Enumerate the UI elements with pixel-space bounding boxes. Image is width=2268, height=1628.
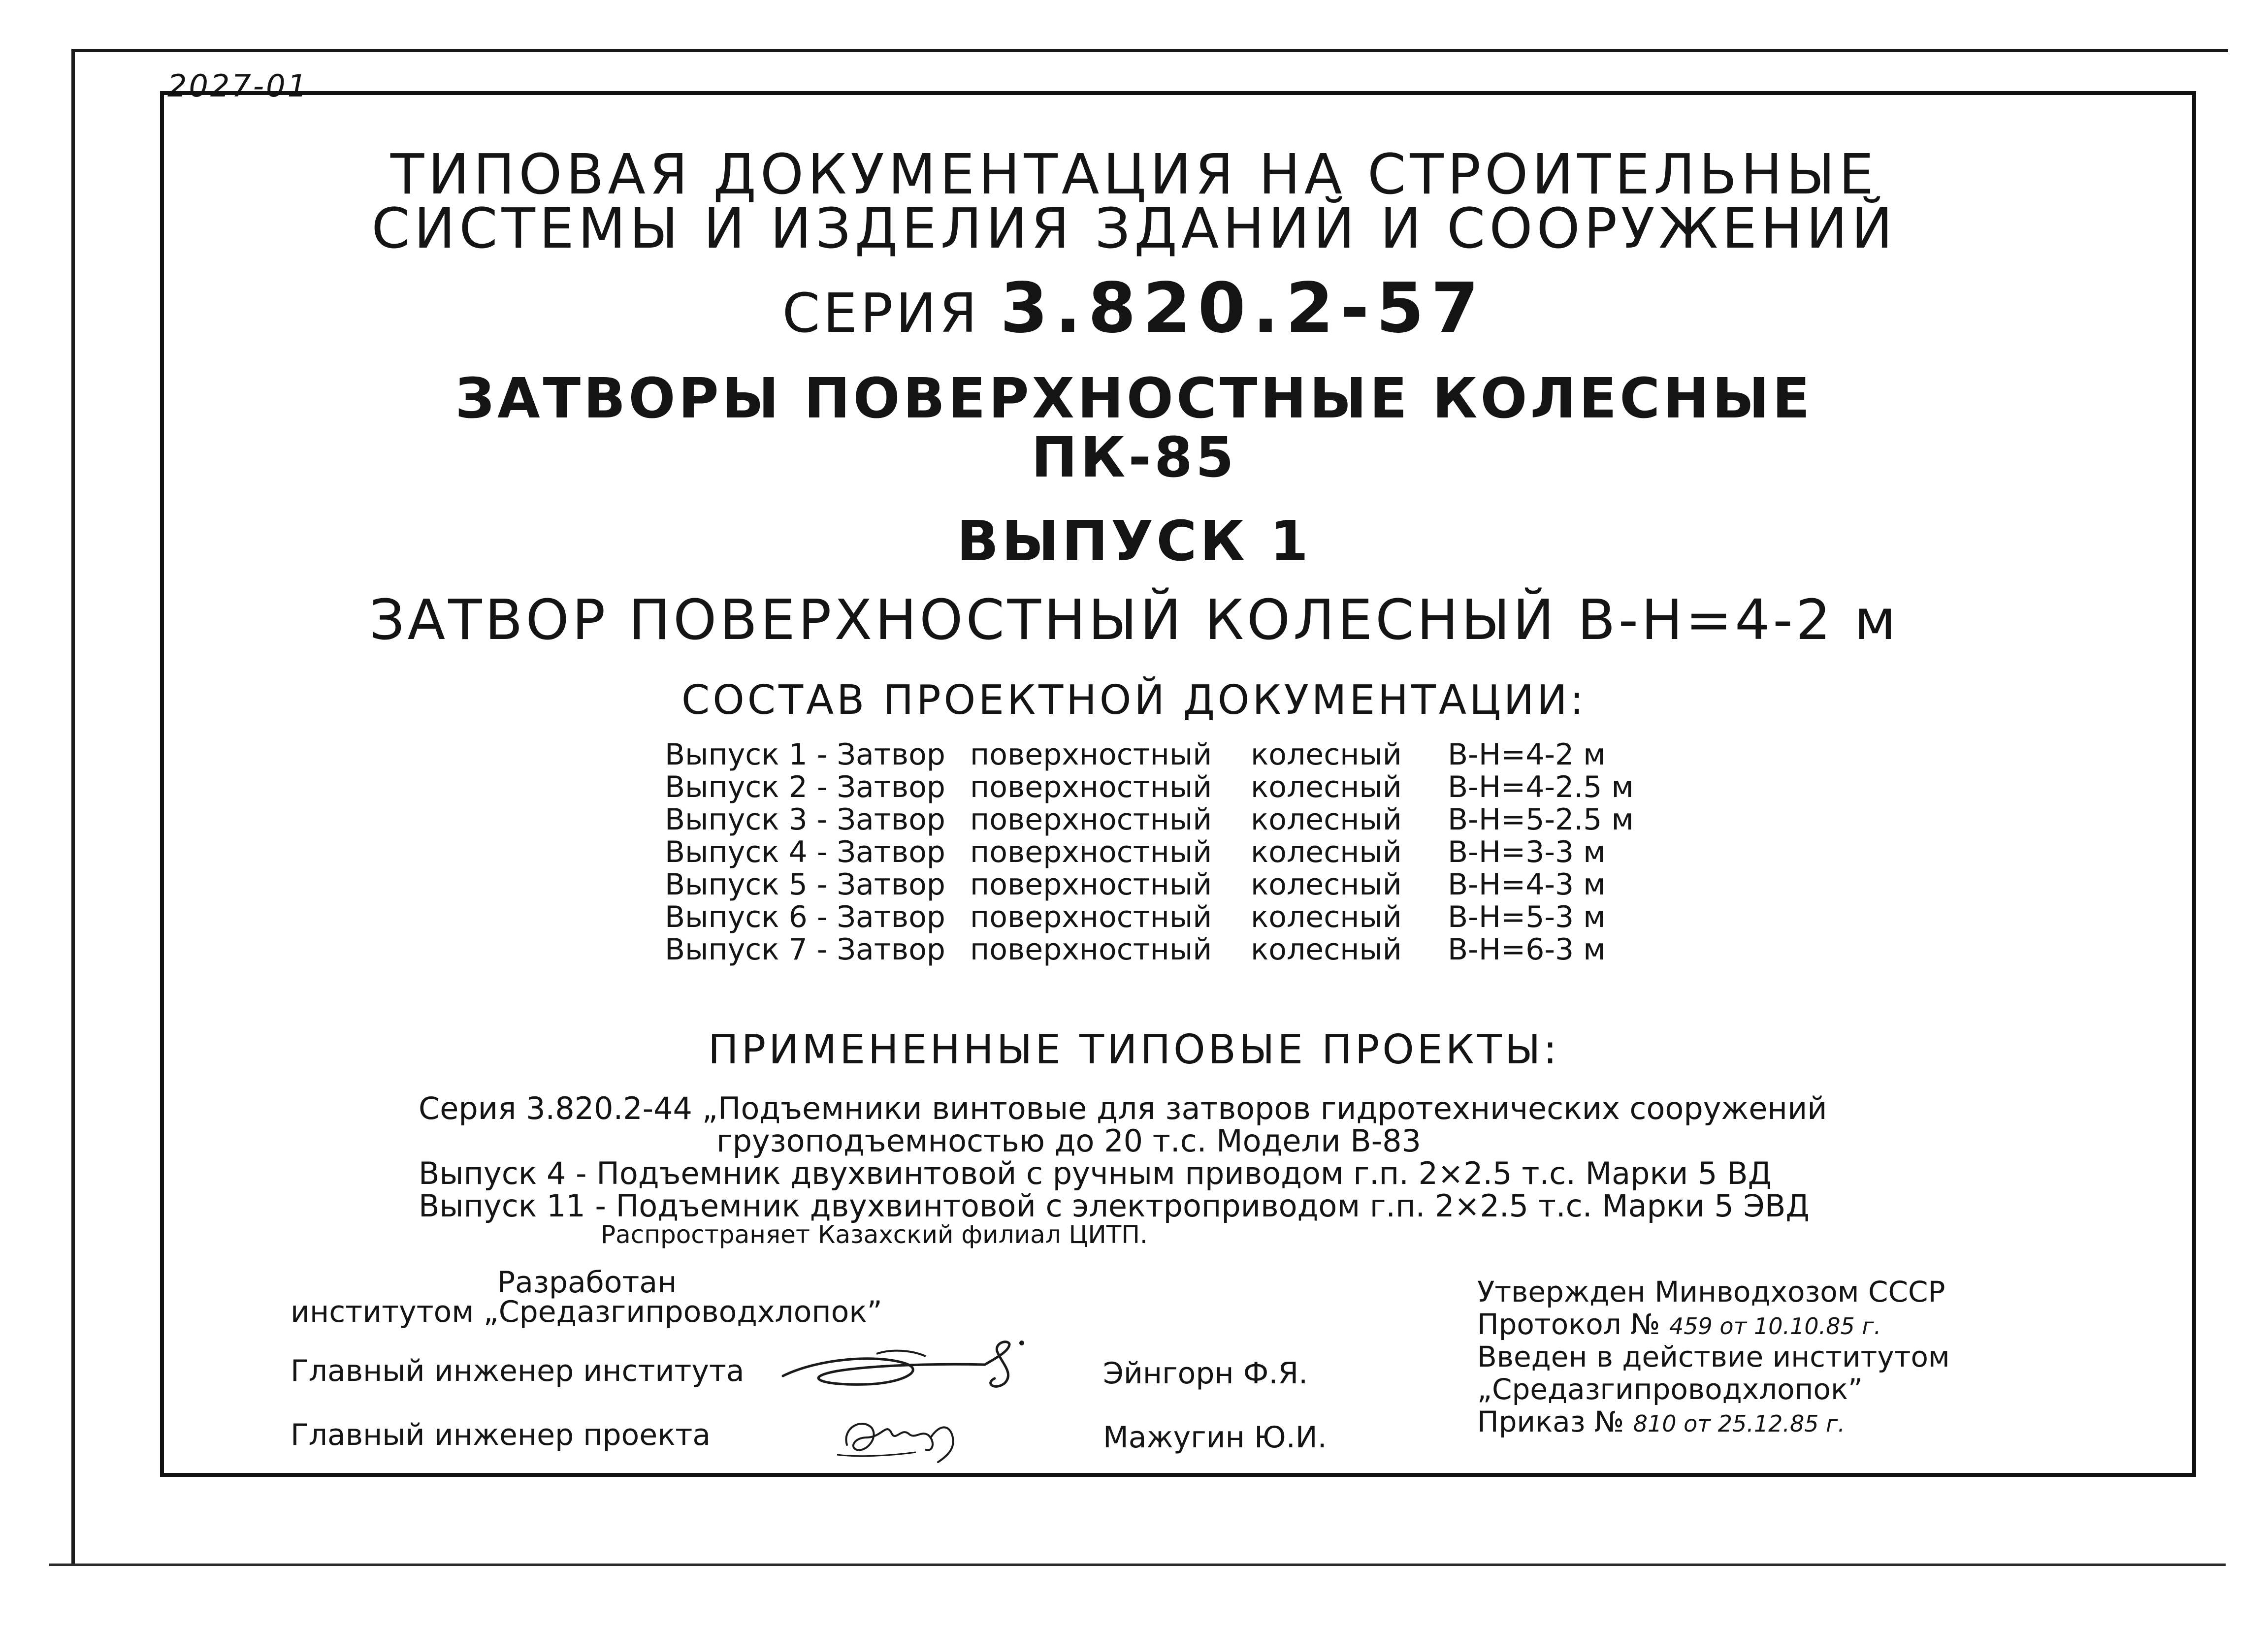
list-item bbox=[665, 738, 1654, 771]
gate-size: В-Н=3-3 м bbox=[1448, 835, 1606, 869]
applied-projects-heading: ПРИМЕНЕННЫЕ ТИПОВЫЕ ПРОЕКТЫ: bbox=[708, 1026, 1560, 1073]
outer-border-top bbox=[71, 49, 2228, 52]
gate-type: поверхностный bbox=[970, 802, 1212, 837]
gate-kind: колесный bbox=[1251, 770, 1402, 804]
applied-series-continuation: грузоподъемностью до 20 т.с. Модели В-83 bbox=[716, 1123, 1421, 1159]
outer-border-bottom bbox=[49, 1564, 2226, 1566]
issue-label: Выпуск 2 - Затвор bbox=[665, 770, 945, 804]
protocol-value: 459 от 10.10.85 г. bbox=[1669, 1313, 1881, 1340]
gate-size: В-Н=4-2 м bbox=[1448, 737, 1606, 772]
gate-type: поверхностный bbox=[970, 770, 1212, 804]
gate-kind: колесный bbox=[1251, 737, 1402, 772]
signature-chief-engineer-institute bbox=[778, 1329, 1034, 1403]
approval-protocol bbox=[1477, 1308, 1950, 1340]
gate-kind: колесный bbox=[1251, 867, 1402, 902]
distributor-note: Распространяет Казахский филиал ЦИТП. bbox=[601, 1220, 1148, 1249]
gate-size: В-Н=6-3 м bbox=[1448, 932, 1606, 967]
issue-label: Выпуск 3 - Затвор bbox=[665, 802, 945, 837]
gate-kind: колесный bbox=[1251, 900, 1402, 934]
applied-issue-4: Выпуск 4 - Подъемник двухвинтовой с ручным приводом г.п. 2×2.5 т.с. Марки 5 ВД bbox=[419, 1155, 1772, 1191]
gate-kind: колесный bbox=[1251, 835, 1402, 869]
series-heading bbox=[0, 268, 2268, 349]
series-number: 3.820.2-57 bbox=[1000, 268, 1486, 349]
list-item bbox=[665, 771, 1654, 803]
applied-projects bbox=[419, 1090, 1827, 1249]
list-item bbox=[665, 901, 1654, 933]
approval-line-1: Утвержден Минводхозом СССР bbox=[1477, 1275, 1945, 1309]
title-line-2: СИСТЕМЫ И ИЗДЕЛИЯ ЗДАНИЙ И СООРУЖЕНИЙ bbox=[371, 197, 1897, 261]
gate-type: поверхностный bbox=[970, 737, 1212, 772]
chief-engineer-institute-label: Главный инженер института bbox=[291, 1354, 745, 1388]
gate-size: В-Н=4-2.5 м bbox=[1448, 770, 1634, 804]
issue-label: Выпуск 4 - Затвор bbox=[665, 835, 945, 869]
list-item bbox=[665, 803, 1654, 836]
developer-institute: институтом „Средазгипроводхлопок” bbox=[291, 1295, 882, 1329]
approval-line-4: „Средазгипроводхлопок” bbox=[1477, 1373, 1863, 1406]
order-label: Приказ № bbox=[1477, 1405, 1633, 1438]
list-item bbox=[665, 836, 1654, 868]
title-line-1: ТИПОВАЯ ДОКУМЕНТАЦИЯ НА СТРОИТЕЛЬНЫЕ bbox=[390, 143, 1878, 207]
approval-order bbox=[1477, 1405, 1950, 1437]
chief-engineer-institute-name: Эйнгорн Ф.Я. bbox=[1103, 1356, 1308, 1391]
gate-type: поверхностный bbox=[970, 900, 1212, 934]
list-item bbox=[665, 933, 1654, 966]
issue-subject: ЗАТВОР ПОВЕРХНОСТНЫЙ КОЛЕСНЫЙ В-Н=4-2 м bbox=[369, 588, 1899, 652]
issue-label: Выпуск 5 - Затвор bbox=[665, 867, 945, 902]
chief-project-engineer-label: Главный инженер проекта bbox=[291, 1418, 711, 1452]
applied-issue-11: Выпуск 11 - Подъемник двухвинтовой с электроприводом г.п. 2×2.5 т.с. Марки 5 ЭВД bbox=[419, 1188, 1810, 1224]
approval-line-3: Введен в действие институтом bbox=[1477, 1340, 1950, 1373]
issue-label: Выпуск 1 - Затвор bbox=[665, 737, 945, 772]
gate-type: поверхностный bbox=[970, 835, 1212, 869]
issue-label: Выпуск 7 - Затвор bbox=[665, 932, 945, 967]
protocol-label: Протокол № bbox=[1477, 1308, 1669, 1341]
issue-title: ВЫПУСК 1 bbox=[956, 510, 1312, 574]
chief-project-engineer-name: Мажугин Ю.И. bbox=[1103, 1420, 1327, 1455]
composition-list bbox=[665, 738, 1654, 966]
subject-line-1: ЗАТВОРЫ ПОВЕРХНОСТНЫЕ КОЛЕСНЫЕ bbox=[455, 367, 1813, 431]
series-label: СЕРИЯ bbox=[782, 282, 980, 345]
signature-chief-project-engineer bbox=[827, 1403, 985, 1467]
gate-type: поверхностный bbox=[970, 867, 1212, 902]
approval-block bbox=[1477, 1275, 1950, 1437]
list-item bbox=[665, 868, 1654, 901]
subject-line-2: ПК-85 bbox=[1031, 426, 1237, 490]
gate-size: В-Н=5-3 м bbox=[1448, 900, 1606, 934]
gate-size: В-Н=5-2.5 м bbox=[1448, 802, 1634, 837]
issue-label: Выпуск 6 - Затвор bbox=[665, 900, 945, 934]
applied-series-line: Серия 3.820.2-44 „Подъемники винтовые для затворов гидротехнических сооружений bbox=[419, 1090, 1827, 1126]
developer-heading: Разработан bbox=[497, 1265, 677, 1300]
composition-heading: СОСТАВ ПРОЕКТНОЙ ДОКУМЕНТАЦИИ: bbox=[681, 677, 1587, 724]
gate-kind: колесный bbox=[1251, 932, 1402, 967]
archive-number: 2027-01 bbox=[167, 68, 309, 104]
gate-size: В-Н=4-3 м bbox=[1448, 867, 1606, 902]
order-value: 810 от 25.12.85 г. bbox=[1633, 1410, 1845, 1437]
gate-type: поверхностный bbox=[970, 932, 1212, 967]
gate-kind: колесный bbox=[1251, 802, 1402, 837]
